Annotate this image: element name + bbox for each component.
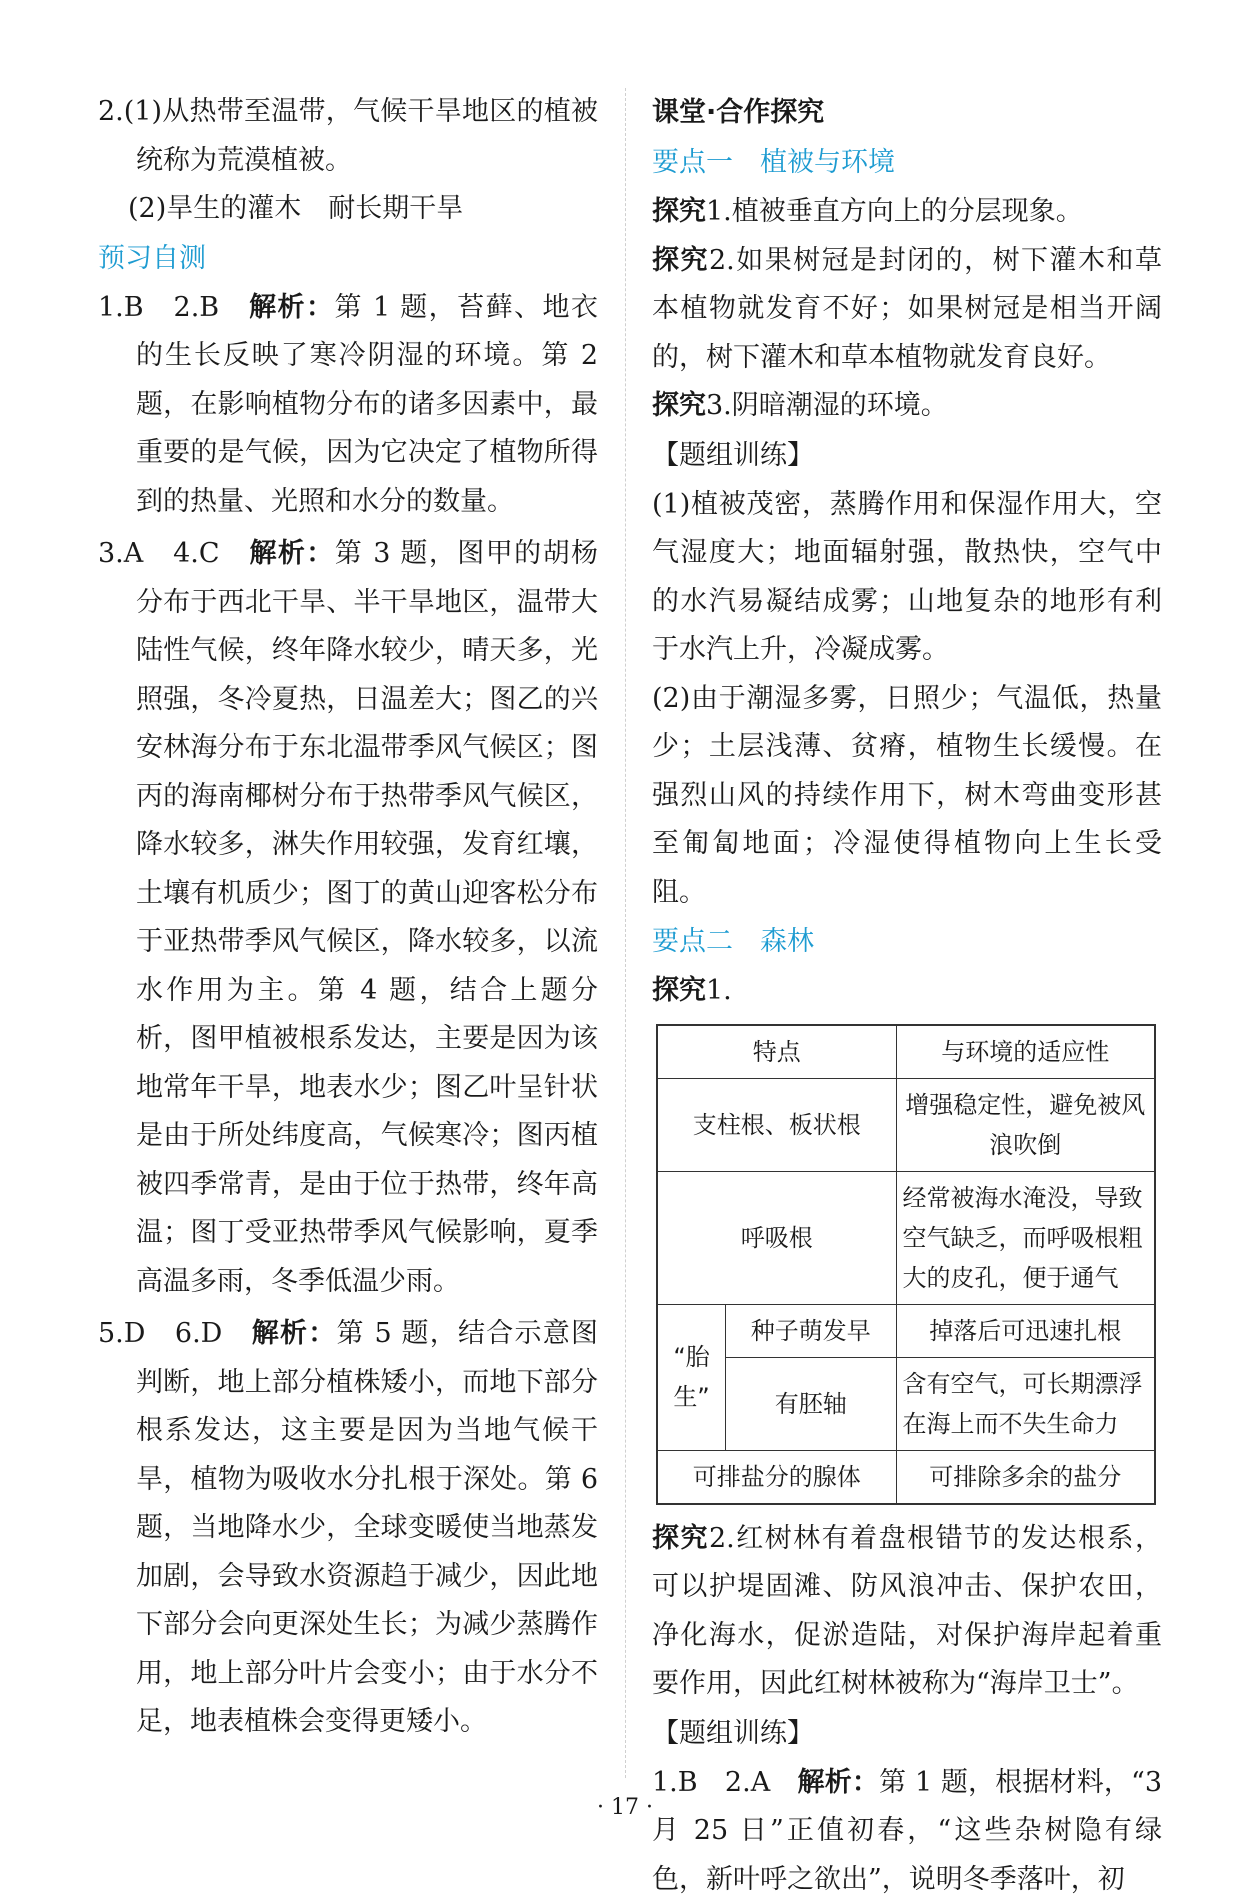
preview-heading: 预习自测	[98, 234, 598, 284]
training-answer-1: (1)植被茂密，蒸腾作用和保湿作用大，空气湿度大；地面辐射强，散热快，空气中的水汽易凝结成雾；山地复杂的地形有利于水汽上升，冷凝成雾。	[652, 481, 1162, 675]
mangrove-adaptation-table	[656, 1024, 1156, 1505]
table-cell: 经常被海水淹没，导致空气缺乏，而呼吸根粗大的皮孔，便于通气	[896, 1171, 1155, 1304]
table-row	[657, 1304, 1155, 1357]
explore-label: 探究	[652, 1523, 709, 1554]
training-heading: 【题组训练】	[652, 431, 1162, 481]
analysis-text: 第 5 题，结合示意图判断，地上部分植株矮小，而地下部分根系发达，这主要是因为当地气候干旱，植物为吸收水分扎根于深处。第 6 题，当地降水少，全球变暖使当地蒸发加剧，会导致水资源趋于减少，因此地下部分会向更深处生长；为减少蒸腾作用，地上部分叶片会变小；由于水分不足，地表植株会变得更矮小。	[136, 1318, 598, 1737]
table-cell: 呼吸根	[657, 1171, 896, 1304]
point2-heading: 要点二 森林	[652, 917, 1162, 967]
point1-heading: 要点一 植被与环境	[652, 138, 1162, 188]
training2-heading: 【题组训练】	[652, 1709, 1162, 1759]
item2-part1: 2.(1)从热带至温带，气候干旱地区的植被统称为荒漠植被。	[98, 88, 598, 185]
answer-q1-q2	[98, 284, 598, 527]
table-header-row	[657, 1025, 1155, 1079]
table-cell: 可排盐分的腺体	[657, 1450, 896, 1504]
answer-keys: 5.D 6.D	[98, 1318, 222, 1349]
analysis-text: 第 1 题，苔藓、地衣的生长反映了寒冷阴湿的环境。第 2 题，在影响植物分布的诸多因素中，最重要的是气候，因为它决定了植物所得到的热量、光照和水分的数量。	[136, 292, 598, 517]
explore-label: 探究	[652, 975, 706, 1006]
answer-keys: 3.A 4.C	[98, 538, 220, 569]
answer-q3-q4	[98, 530, 598, 1306]
answer-keys: 1.B 2.B	[98, 292, 219, 323]
section-title: 课堂·合作探究	[652, 88, 1162, 138]
table-cell: 种子萌发早	[726, 1304, 896, 1357]
explore-label: 探究	[652, 390, 706, 421]
table-header-feature: 特点	[657, 1025, 896, 1079]
explore-text: 1.植被垂直方向上的分层现象。	[706, 196, 1083, 227]
answer-q5-q6	[98, 1310, 598, 1747]
table-cell: 支柱根、板状根	[657, 1078, 896, 1171]
table-header-adaptation: 与环境的适应性	[896, 1025, 1155, 1079]
table-row	[657, 1357, 1155, 1450]
explore-label: 探究	[652, 196, 706, 227]
training-answer-2: (2)由于潮湿多雾，日照少；气温低，热量少；土层浅薄、贫瘠，植物生长缓慢。在强烈山风的持续作用下，树木弯曲变形甚至匍匐地面；冷湿使得植物向上生长受阻。	[652, 675, 1162, 918]
explore-text: 1.	[706, 975, 732, 1006]
table-cell: 掉落后可迅速扎根	[896, 1304, 1155, 1357]
analysis-label: 解析：	[798, 1767, 880, 1798]
table-row	[657, 1171, 1155, 1304]
explore-3	[652, 382, 1162, 431]
analysis-label: 解析：	[252, 1318, 337, 1349]
table-cell: 增强稳定性，避免被风浪吹倒	[896, 1078, 1155, 1171]
explore-text: 3.阴暗潮湿的环境。	[706, 390, 948, 421]
table-row	[657, 1078, 1155, 1171]
explore-2	[652, 237, 1162, 383]
item2-part2: (2)旱生的灌木 耐长期干旱	[98, 185, 598, 234]
left-column	[98, 88, 598, 1747]
forest-explore-2	[652, 1515, 1162, 1709]
analysis-label: 解析：	[249, 292, 334, 323]
analysis-label: 解析：	[249, 538, 334, 569]
explore-text: 2.如果树冠是封闭的，树下灌木和草本植物就发育不好；如果树冠是相当开阔的，树下灌木和草本植物就发育良好。	[652, 245, 1162, 373]
table-cell: 可排除多余的盐分	[896, 1450, 1155, 1504]
page-number: · 17 ·	[0, 1795, 1250, 1820]
answer-keys: 1.B 2.A	[652, 1767, 770, 1798]
training2-answers	[652, 1759, 1162, 1904]
explore-text: 2.红树林有着盘根错节的发达根系，可以护堤固滩、防风浪冲击、保护农田，净化海水，促淤造陆，对保护海岸起着重要作用，因此红树林被称为“海岸卫士”。	[652, 1523, 1162, 1700]
right-column	[652, 88, 1162, 1904]
forest-explore-1	[652, 967, 1162, 1016]
table-cell: 有胚轴	[726, 1357, 896, 1450]
analysis-text: 第 3 题，图甲的胡杨分布于西北干旱、半干旱地区，温带大陆性气候，终年降水较少，晴天多，光照强，冬冷夏热，日温差大；图乙的兴安林海分布于东北温带季风气候区；图丙的海南椰树分布于热带季风气候区，降水较多，淋失作用较强，发育红壤，土壤有机质少；图丁的黄山迎客松分布于亚热带季风气候区，降水较多，以流水作用为主。第 4 题，结合上题分析，图甲植被根系发达，主要是因为该地常年干旱，地表水少；图乙叶呈针状是由于所处纬度高，气候寒冷；图丙植被四季常青，是由于位于热带，终年高温；图丁受亚热带季风气候影响，夏季高温多雨，冬季低温少雨。	[136, 538, 598, 1297]
table-cell: 含有空气，可长期漂浮在海上而不失生命力	[896, 1357, 1155, 1450]
table-row	[657, 1450, 1155, 1504]
explore-label: 探究	[652, 245, 709, 276]
analysis-text: 第 1 题，根据材料，“3 月 25 日”正值初春，“这些杂树隐有绿色，新叶呼之欲出”，说明冬季落叶，初	[652, 1767, 1162, 1895]
explore-1	[652, 188, 1162, 237]
table-cell-viviparous: “胎生”	[657, 1304, 726, 1450]
column-divider	[625, 88, 626, 1778]
